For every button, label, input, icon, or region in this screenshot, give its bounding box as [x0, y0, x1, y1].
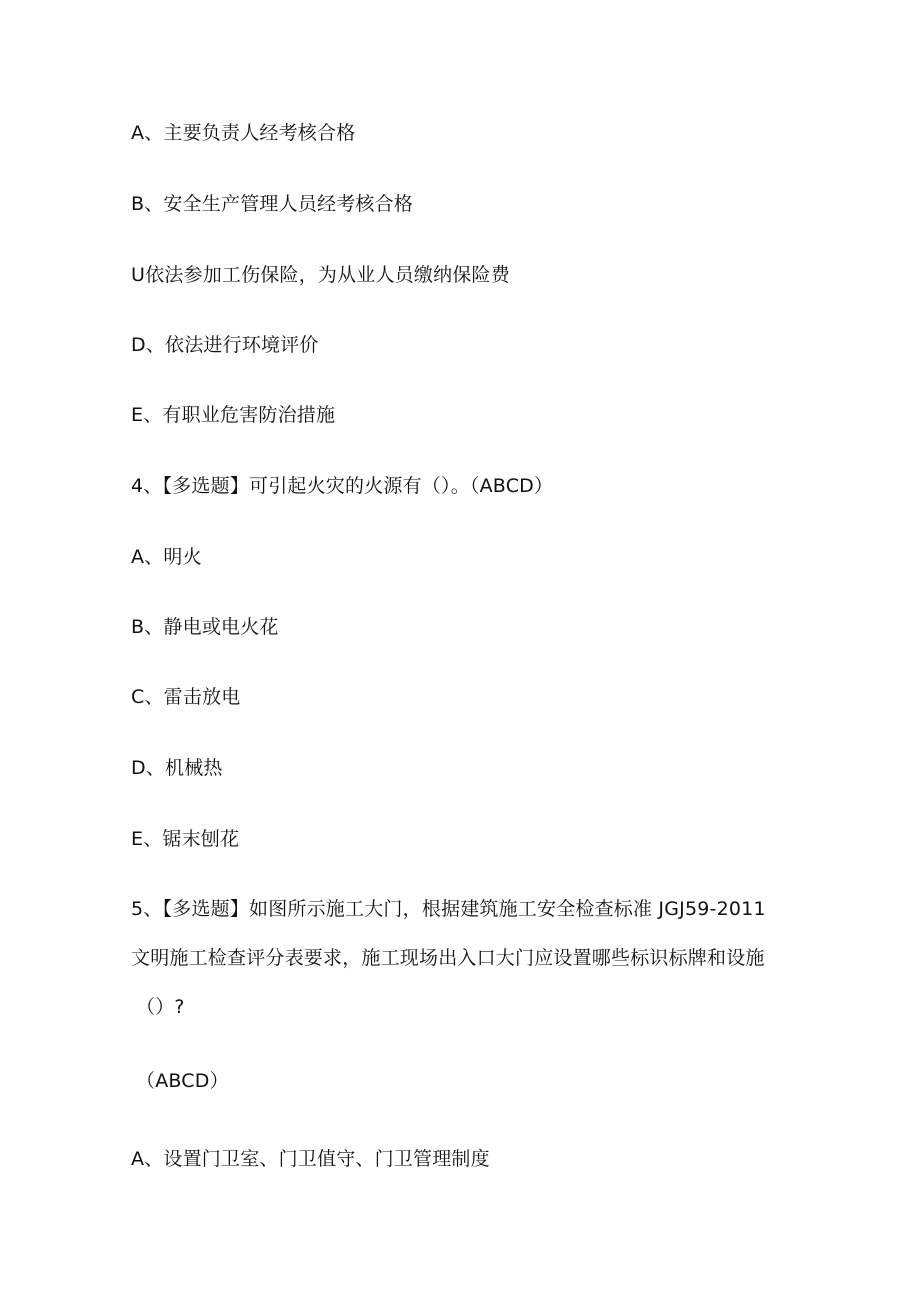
question-5-title-line-3: （）? — [136, 996, 185, 1018]
option-c-q3: U依法参加工伤保险，为从业人员缴纳保险费 — [131, 264, 510, 286]
option-d-q4: D、机械热 — [131, 757, 223, 779]
option-e-q3: E、有职业危害防治措施 — [131, 404, 336, 426]
option-e-q4: E、锯末刨花 — [131, 828, 240, 850]
option-d-q3: D、依法进行环境评价 — [131, 334, 319, 356]
option-a-q5: A、设置门卫室、门卫值守、门卫管理制度 — [131, 1148, 490, 1170]
question-5-answer: （ABCD） — [136, 1070, 229, 1092]
question-4-title: 4、【多选题】可引起火灾的火源有（）。（ABCD） — [131, 475, 554, 497]
option-a-q4: A、明火 — [131, 546, 202, 568]
question-5-title-line-2: 文明施工检查评分表要求，施工现场出入口大门应设置哪些标识标牌和设施 — [131, 947, 765, 969]
option-b-q3: B、安全生产管理人员经考核合格 — [131, 193, 414, 215]
option-b-q4: B、静电或电火花 — [131, 616, 279, 638]
option-a-q3: A、主要负责人经考核合格 — [131, 122, 356, 144]
question-5-title-line-1: 5、【多选题】如图所示施工大门，根据建筑施工安全检查标准 JGJ59-2011 — [131, 898, 766, 920]
option-c-q4: C、雷击放电 — [131, 686, 241, 708]
